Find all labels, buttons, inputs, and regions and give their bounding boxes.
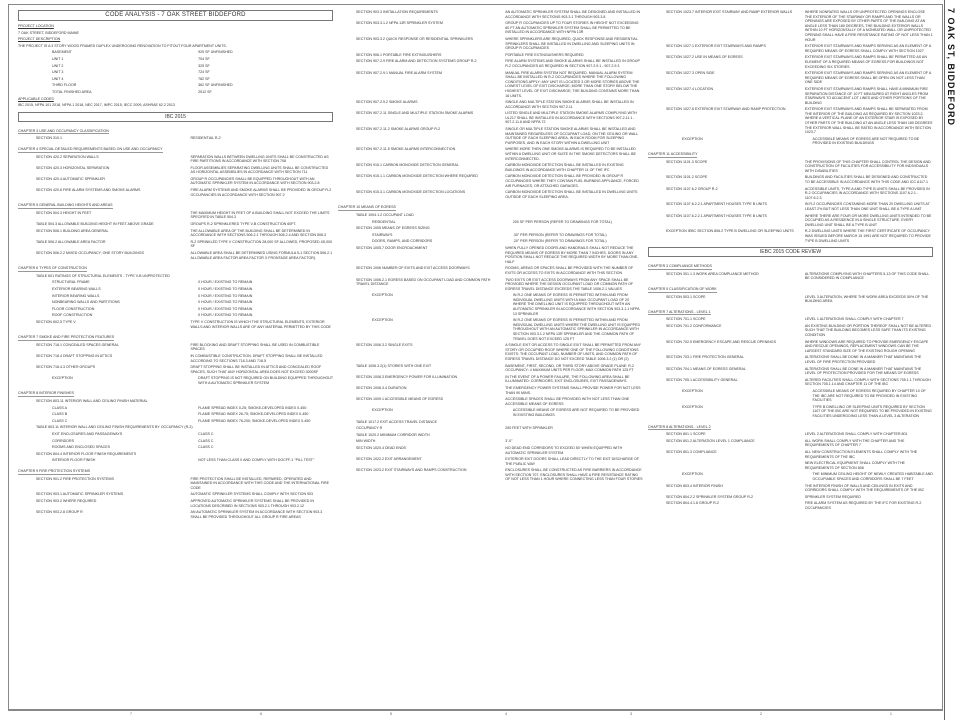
chapter-heading: CHAPTER 11 ACCESSIBILITY bbox=[648, 152, 698, 157]
column-1 bbox=[18, 10, 333, 521]
value-row: UNIT 4 782 SF bbox=[52, 76, 210, 81]
code-row: SECTION 704.1 MEANS OF EGRESS GENERAL ALTERATIONS SHALL BE DONE IN A MANNER THAT MAINTAINS THE LEVEL OF PROTECTION PROVIDED FOR THE MEANS OF EGRESS bbox=[666, 366, 922, 376]
value-row: NONBEARING WALLS AND PARTITIONS 0 HOUR / EXISTING TO REMAIN bbox=[52, 300, 253, 305]
chapter-heading: CHAPTER 7 SMOKE AND FIRE PROTECTION FEATURES bbox=[18, 335, 115, 340]
chapter-heading: CHAPTER 8 ALTERATIONS - LEVEL 2 bbox=[648, 424, 711, 429]
code-row: SECTION 803.4 INTERIOR FINISH THE INTERIOR FINISH OF WALLS AND CEILINGS IN EXITS AND CORRIDORS SHALL COMPLY WITH THE REQUIREMENTS OF THE IBC bbox=[666, 483, 925, 493]
grid-tick: 5 bbox=[390, 712, 392, 716]
code-row: SECTION 1027.2 USE IN MEANS OF EGRESS EXTERIOR EXIT STAIRWAYS AND RAMPS SHALL BE PERMITTED AS AN ELEMENT OF A REQUIRED MEANS OF EGRESS FOR BUILDINGS NOT EXCEEDING SIX STORIES bbox=[666, 55, 927, 69]
applicable-codes: IBC 2015, NFPA 101 2018, NFPA 1 2018, NEC 2017, IMPC 2015, IECC 2009, ASHRAE 62.2 2013 bbox=[18, 103, 175, 108]
value-row: FLOOR CONSTRUCTION 0 HOUR / EXISTING TO REMAIN bbox=[52, 306, 253, 311]
code-row: SECTION 503.1 SCOPE LEVEL 3 ALTERATION, WHERE THE WORK AREA EXCEEDS 50% OF THE BUILDING AREA bbox=[666, 294, 929, 304]
code-row: EXCEPTION IEBC SECTION 806.2 TYPE B DWELLING OR SLEEPING UNITS R-2 DWELLING UNITS WHERE THE FIRST CERTIFICATE OF OCCUPANCY WAS ISSUED BEFORE MARCH 15 1991 ARE NOT REQUIRED TO PROVIDE TYPE B DWELLING UNITS bbox=[666, 229, 931, 243]
level2-section-list bbox=[648, 432, 933, 510]
code-row: SECTION 801.2 ALTERATION LEVEL 1 COMPLIANCE ALL WORK SHALL COMPLY WITH THE CHAPTER AND THE REQUIREMENTS OF CHAPTER 7 bbox=[666, 438, 905, 448]
code-row: SECTION 907.2.11.5 SMOKE ALARMS INTERCONNECTION WHERE MORE THEN ONE SMOKE ALARMS IS REQUIRED TO BE INSTALLED WITHIN A DWELLING UNIT OR SUITE IN THE SMOKE DETECTORS SHALL BE INTERCONNECTED. bbox=[356, 147, 636, 161]
table-heading: TABLE 1004.1.2 OCCUPANT LOAD bbox=[356, 212, 414, 217]
project-description: THE PROJECT IS A 3 STORY WOOD FRAMED DUPLEX UNDERGOING RENOVATION TO FITOUT FOUR APARTMENT UNITS. bbox=[18, 43, 227, 48]
code-row: EXCEPTION ACCESSIBLE MEANS OF EGRESS ARE NOT REQUIRED TO BE PROVIDED IN EXISTING BUILDINGS bbox=[682, 136, 920, 146]
code-row: EXCEPTION TYPE B DWELLING OR SLEEPING UNITS REQUIRED BY SECTION 1107 OF THE IBC ARE NOT REQUIRED TO BE PROVIDED IN EXISTING FACILITIES UNDERGOING LESS THAN A LEVEL 3 ALTERATION bbox=[682, 404, 932, 418]
code-row: EXCEPTION THE MINIMUM CEILING HEIGHT OF NEWLY CREATED HABITABLE AND OCCUPIABLE SPACES AND CORRIDORS SHALL BE 7 FEET bbox=[682, 472, 933, 481]
code-row: SECTION 602.5 TYPE V TYPE V CONSTRUCTION IS WHICH THE STRUCTURAL ELEMENTS, EXTERIOR WALLS AND INTERIOR WALLS ARE OF ANY MATERIAL PERMITTED BY THIS CODE bbox=[36, 319, 331, 329]
chapter-heading: CHAPTER 3 USE AND OCCUPANCY CLASSIFICATION bbox=[18, 128, 109, 133]
egress-section-list bbox=[338, 246, 643, 482]
code-row: SECTION 906.1 PORTABLE FIRE EXTINGUISHERS PORTABLE FIRE EXTINGUISHERS REQUIRED bbox=[356, 52, 584, 57]
code-row: SECTION 718.4 DRAFT STOPPING IN ATTICS IN COMBUSTIBLE CONSTRUCTION, DRAFT STOPPING SHALL BE INSTALLED ACCORDING TO SECTIONS 718.3 AND 718.5 bbox=[36, 353, 323, 363]
side-title: 7 OAK ST, BIDDEFORD bbox=[946, 8, 956, 127]
code-row: SECTION 506.2.2 MIXED OCCUPANCY, ONE STORY BUILDINGS ALLOWABLE AREA SHALL BE DETERMINED USING FORMULA 5-1 SECTION 506.2.1 ALLOWABLE AREA FACTOR AREA FACTOR X FRONTAGE AREA FACTOR). bbox=[36, 251, 333, 260]
code-row: SECTION 718.1 CONCEALED SPACES GENERAL FIRE BLOCKING AND DRAFT STOPPING SHALL BE USED IN COMBUSTIBLE SPACES bbox=[36, 342, 320, 352]
value-row: EXIT ENCLOSURES AND PASSAGEWAYS CLASS C bbox=[52, 432, 214, 437]
code-row: TABLE 1006.3.2(1) STORIES WITH ONE EXIT BASEMENT, FIRST, SECOND, OR THIRD STORY ABOVE GRADE PLANE: R-2 OCCUPANCY: 4 MAXIMUM UNITS PER FLOOR, MAX COMMON PATH 125 FT bbox=[356, 363, 634, 373]
code-row: SECTION 804.4.1.6 GROUP R-2 FIRE ALARM SYSTEM AS REQUIRED BY THE IFC FOR EXISTING R-2 OCCUPANCIES bbox=[666, 501, 922, 510]
code-row: SECTION 1027.3 OPEN SIDE EXTERIOR EXIT STAIRWAYS AND RAMPS SERVING AS AN ELEMENT OF A REQUIRED MEANS OF EGRESS SHALL BE OPEN ON NOT LESS THAN ONE SIDE bbox=[666, 71, 932, 85]
code-row: SECTION 1023.7 INTERIOR EXIT STAIRWAY AND RAMP EXTERIOR WALLS WHERE NONRATED WALLS OR UNPROTECTED OPENINGS ENCLOSE THE EXTERIOR OF THE STAIRWAY OR RAMPS AND THE WALLS OR OPENINGS ARE EXPOSED BY OTHER PARTS OF THE BUILDING AT AN ANGLE LESS THAN 180 DEGREES, THE BUILDING EXTERIOR WALLS WITHIN 10 FT HORIZONTALLY OF A NONRATED WALL OR UNPROTECTED OPENING SHALL HAVE A FIRE RESISTANCE RATING OF NOT LESS THAN 1 HOUR bbox=[666, 10, 933, 42]
code-row: SECTION 506.1 BUILDING AREA GENERAL THE ALLOWABLE AREA OF THE BUILDING SHALL BE DETERMINED IN ACCORDANCE WITH SECTIONS 506.2.1 THROUGH 506.2.4 AND SECTION 506.3 bbox=[36, 228, 326, 238]
code-row: TABLE 1017.2 EXIT ACCESS TRAVEL DISTANCE bbox=[356, 419, 438, 424]
applicable-codes-label: APPLICABLE CODES bbox=[18, 96, 54, 101]
value-row: ROOMS AND ENCLOSED SPACES CLASS C bbox=[52, 445, 214, 450]
code-row: SECTION 907.2.11.2 SMOKE ALARMS GROUP R-2 SINGLE OR MULTIPLE STATION SMOKE ALARMS SHALL BE INSTALLED AND MAINTAINED REGARDLESS OF OCCUPANT LOAD, ON THE CEILING OR WALL OUTSIDE OF EACH SLEEPING AREA, IN EACH ROOM FOR SLEEPING PURPOSES, AND IN EACH STORY WITHIN A DWELLING UNIT bbox=[356, 127, 639, 145]
code-row: SECTION 718.4.3 OTHER GROUPS DRAFT STOPPING SHALL BE INSTALLED IN ATTICS AND CONCEALED ROOF SPACES, SUCH THAT ANY HORIZONTAL AREA DOES NOT EXCEED 3000SF bbox=[36, 365, 322, 374]
value-row: BASEMENT 925 SF UNFINISHED bbox=[52, 50, 233, 55]
grid-tick: 1 bbox=[890, 712, 892, 716]
code-row: TABLE 1020.2 MINIMUM CORRIDOR WIDTH bbox=[356, 432, 430, 437]
code-row: SECTION 915.1 CARBON MONOXIDE DETECTION GENERAL CARBON MONOXIDE DETECTION SHALL BE INSTALLED IN EXISTING BUILDINGS IN ACCORDANCE WITH CHAPTER 11 OF THE IFC bbox=[356, 163, 624, 172]
code-row: INTERIOR FLOOR FINISH NOT LESS THAN CLASS II AND COMPLY WITH DOCFF-1 "PILL TEST" bbox=[52, 458, 315, 463]
code-row: SECTION 703.1 FIRE PROTECTION GENERAL ALTERATIONS SHALL BE DONE IN A MANNER THAT MAINTAINS THE LEVEL OF FIRE PROTECTION PROVIDED bbox=[666, 355, 922, 365]
code-row: SECTION 1027.6 EXTERIOR EXIT STAIRWAY AND RAMP PROTECTION EXTERIOR EXIT STAIRWAYS AND RAMPS SHALL BE SEPARATED FROM THE INTERIOR OF THE BUILDING AS REQUIRED BY SECTION 1023.2. WHERE A VERTICAL PLANE OF AN EXTERIOR STAIR IS EXPOSED BY OTHER PARTS OF THE BUILDING AT AN ANGLE LESS THAN 180 DEGREES THE EXTERIOR WALL SHALL BE RATED IN ACCORDANCE WITH SECTION 1023.7 bbox=[666, 107, 933, 135]
table-heading: SECTION 1005 MEANS OF EGRESS SIZING bbox=[356, 226, 430, 231]
column-2 bbox=[338, 10, 643, 484]
classification-section-list bbox=[648, 295, 933, 304]
code-row: SECTION 903.1 AUTOMATIC SPRINKLER SYSTEMS AUTOMATIC SPRINKLER SYSTEMS SHALL COMPLY WITH SECTION 903 bbox=[36, 492, 314, 497]
sheet-title: CODE ANALYSIS - 7 OAK STREET BIDDEFORD bbox=[18, 10, 333, 21]
chapter-heading: CHAPTER 5 GENERAL BUILDING HEIGHTS AND AREAS bbox=[18, 203, 113, 208]
code-row: SECTION 801.3 COMPLIANCE ALL NEW CONSTRUCTION ELEMENTS SHALL COMPLY WITH THE REQUIREMENTS OF THE IBC bbox=[666, 449, 918, 459]
accessibility-section-list bbox=[648, 160, 933, 244]
value-row: STRUCTURAL FRAME 0 HOUR / EXISTING TO REMAIN bbox=[52, 280, 253, 285]
value-row: UNIT 2 325 SF bbox=[52, 63, 210, 68]
code-row: SECTION 801.1 SCOPE LEVEL 2 ALTERATIONS SHALL COMPLY WITH CHAPTER 801 bbox=[666, 432, 908, 437]
chapter-heading: CHAPTER 3 COMPLIANCE METHODS bbox=[648, 264, 712, 269]
value-row: ROOF CONSTRUCTION 0 HOUR / EXISTING TO REMAIN bbox=[52, 313, 253, 318]
code-row: SECTION 907.2.11 SINGLE AND MULTIPLE STATION SMOKE ALARMS LISTED SINGLE AND MULTIPLE STATION SMOKE ALARMS COMPLYING WITH UL217 SHALL BE INSTALLED IN ACCORDANCE WITH SECTIONS 907.2.11.1 - 907.2.11.6 AND NFPA 72 bbox=[356, 111, 637, 125]
value-row: CLASS C FLAME SPREAD INDEX 76-200; SMOKE-DEVELOPED INDEX 0-450 bbox=[52, 418, 311, 423]
value-row: TOTAL FINISHED AREA 2512 SF bbox=[52, 89, 212, 94]
grid-tick: 4 bbox=[505, 712, 507, 716]
chapter-heading: CHAPTER 5 CLASSIFICATION OF WORK bbox=[648, 286, 717, 291]
project-location-label: PROJECT LOCATION bbox=[18, 24, 54, 28]
value-row: CLASS A FLAME SPREAD INDEX 0-25; SMOKE-DEVELOPED INDEX 0-450 bbox=[52, 405, 307, 410]
value-row: INTERIOR BEARING WALLS 0 HOUR / EXISTING TO REMAIN bbox=[52, 293, 253, 298]
code-row: SECTION 1009.1 ACCESSIBLE MEANS OF EGRESS ACCESSIBLE SPACES SHALL BE PROVIDED WITH NOT LESS THAN ONE ACCESSIBLE MEANS OF EGRESS bbox=[356, 397, 630, 406]
table-heading: TABLE 803.11 INTERIOR WALL AND CEILING FINISH REQUIREMENTS BY OCCUPANCY (R-2) bbox=[36, 425, 193, 430]
section-heading: SECTION 804.4 INTERIOR FLOOR FINISH REQUIREMENTS bbox=[36, 451, 137, 456]
code-row: SECTION 420.6 FIRE ALARM SYSTEMS AND SMOKE ALARMS FIRE ALARM SYSTEMS AND SMOKE ALARMS SHALL BE PROVIDED IN GROUP R-2 OCCUPANCIES IN ACCORDANCE WITH SECTION 907.2 bbox=[36, 188, 332, 197]
code-row: SECTION 1023.2 EXIT STAIRWAYS AND RAMPS CONSTRUCTION ENCLOSURES SHALL BE CONSTRUCTED AS FIRE BARRIERS IN ACCORDANCE WITH SECTION 707. ENCLOSURES SHALL HAVE A FIRE RESISTANCE RATING OF NOT LESS THAN 1 HOUR WHERE CONNECTING LESS THAN FOUR STORIES bbox=[356, 468, 643, 482]
code-row: EXCEPTION IN R-2 ONE MEANS OF EGRESS IS PERMITTED WITHIN AND FROM INDIVIDUAL DWELLING UNITS WITH A MAX OCCUPANT LOAD OF 20 WHERE THE DWELLING UNIT IS EQUIPPED THROUGHOUT WITH AN AUTOMATIC SPRINKLER IN ACCORDANCE WITH SECTION 903.3.1.1 NFPA 13 SPRINKLER bbox=[372, 293, 640, 316]
chapter-heading: CHAPTER 9 FIRE PROTECTION SYSTEMS bbox=[18, 469, 91, 473]
code-row: SECTION 1008.3 EMERGENCY POWER FOR ILLUMINATION IN THE EVENT OF A POWER FAILURE, THE FOLLOWING AREA SHALL BE ILLUMINATED: CORRIDORS, EXIT ENCLOSURES, EXIT PASSAGEWAYS. bbox=[356, 374, 630, 384]
code-row: SECTION 907.2.9 FIRE ALARM AND DETECTION SYSTEMS GROUP R-2 FIRE ALARM SYSTEMS AND SMOKE ALARMS SHALL BE INSTALLED IN GROUP R-2 OCCUPANCIES AS REQUIRED IN SECTION 907.2.9.1 - 907.2.9.3 bbox=[356, 59, 640, 68]
code-row: SECTION 903.3.2 QUICK RESPONSE OR RESIDENTIAL SPRINKLERS WHERE SPRINKLERS ARE REQUIRED, QUICK RESPONSE AND RESIDENTIAL SPRINKLERS SHALL BE INSTALLED IN DWELLING AND SLEEPING UNITS IN GROUP R OCCUPANCIES bbox=[356, 36, 638, 51]
finish-requirement-list bbox=[18, 432, 333, 450]
code-row: SECTION 1101.3 SCOPE THE PROVISIONS OF THIS CHAPTER SHALL CONTROL THE DESIGN AND CONSTRUCTION OF FACILITIES FOR ACCESSIBILITY FOR INDIVIDUALS WITH DISABILITIES bbox=[666, 159, 931, 173]
code-row: SECTION 1020.4 DEAD ENDS NO DEAD END CORRIDORS TO EXCEED 50' WHEN EQUIPPED WITH AUTOMATIC SPRINKLER SYSTEM bbox=[356, 445, 623, 455]
code-row: SECTION 420.2 SEPARATION WALLS SEPARATION WALLS BETWEEN DWELLING UNITS SHALL BE CONSTRUCTED AS FIRE PARTITIONS IN ACCORDANCE WITH SECTION 708 bbox=[36, 154, 329, 164]
code-row: EXCEPTION IN R-2 ONE MEANS OF EGRESS IS PERMITTED WITHIN AND FROM INDIVIDUAL DWELLING UNITS WHERE THE DWELLING UNIT IS EQUIPPED THROUGHOUT WITH AN AUTOMATIC SPRINKLER IN ACCORDANCE WITH SECTION 903.3.1.2 NFPA 13R SPRINKLER AND THE COMMON PATH OF TRAVEL DOES NOT EXCEED 125 FT bbox=[372, 318, 641, 341]
code-row: SECTION 310.1 RESIDENTIAL R-2 bbox=[36, 136, 221, 141]
code-row: SECTION 907.2.9.2 SMOKE ALARMS SINGLE AND MULTIPLE STATION SMOKE ALARMS SHALL BE INSTALLED IN ACCORDANCE WITH SECTION 907.2.11 bbox=[356, 100, 634, 109]
code-row: SECTION 701.2 CONFORMANCE AN EXISTING BUILDING OR PORTION THEREOF SHALL NOT BE ALTERED SUCH THAT THE BUILDING BECOMES LESS SAFE THAN ITS EXISTING CONDITION bbox=[666, 323, 932, 338]
code-row: SECTION 1107.6.2.2.1 APARTMENT HOUSES TYPE B UNITS IN R-2 OCCUPANCIES CONTAINING MORE THAN 20 DWELLING UNITS AT LEAST 2% BUT NOT LESS THAN ONE UNIT SHALL BE A TYPE A UNIT bbox=[666, 202, 930, 211]
code-row: DOORS, RAMPS, AND CORRIDORS .20" PER PERSON (REFER TO DRAWINGS FOR TOTAL) bbox=[372, 239, 607, 244]
value-row: UNIT 3 724 SF bbox=[52, 70, 210, 75]
code-row: SECTION 420.4 AUTOMATIC SPRINKLER GROUP R OCCUPANCIES SHALL BE EQUIPPED THROUGHOUT WITH AN AUTOMATIC SPRINKLER SYSTEM IN ACCORDANCE WITH SECTION 903.2.8 bbox=[36, 176, 320, 186]
chapter-heading: CHAPTER 6 TYPES OF CONSTRUCTION bbox=[18, 266, 87, 271]
chapter-heading: CHAPTER 7 ALTERATIONS - LEVEL 1 bbox=[648, 309, 711, 314]
code-row: SECTION 705.1 ACCESSIBILITY GENERAL ALTERED FACILITIES SHALL COMPLY WITH SECTIONS 705.1.1 THROUGH SECTION 705.1.14 AND CHAPTER 11 OF THE IBC bbox=[666, 377, 931, 387]
chapter-heading: CHAPTER 4 SPECIAL DETAILED REQUIREMENTS BASED ON USE AND OCCUPANCY bbox=[18, 146, 163, 151]
code-row: SECTION 301.1.3 WORK AREA COMPLIANCE METHOD ALTERATIONS COMPLYING WITH CHAPTERS 5-13 OF THIS CODE SHALL BE CONSIDERED IN COMPLIANCE bbox=[666, 271, 930, 281]
code-row: SECTION 504.3 HEIGHT IN FEET THE MAXIMUM HEIGHT IN FEET OF A BUILDING SHALL NOT EXCEED THE LIMITS SPECIFIED IN TABLE 504.3 bbox=[36, 210, 330, 220]
grid-tick: 7 bbox=[130, 712, 132, 716]
code-row: MIN WIDTH 3'-0" bbox=[356, 439, 513, 444]
code-row: STAIRWAYS .30" PER PERSON (REFER TO DRAWINGS FOR TOTAL) bbox=[372, 232, 607, 237]
code-row: SECTION 1022.2 EXIT ARRANGEMENT EXTERIOR EXIT DOORS SHALL LEAD DIRECTLY TO THE EXIT DISCHARGE OF THE PUBLIC WAY bbox=[356, 457, 640, 466]
section-heading: SECTION 803.11 INTERIOR WALL AND CEILING FINISH MATERIAL bbox=[36, 399, 148, 404]
code-row: SECTION 903.2 WHERE REQUIRED APPROVED AUTOMATIC SPRINKLER SYSTEMS SHALL BE PROVIDED IN LOCATIONS DESCRIBED IN SECTIONS 903.2.1 THROUGH 903.2.12 bbox=[36, 498, 314, 508]
grid-tick: 3 bbox=[630, 712, 632, 716]
code-row: SECTION 903.3 INSTALLATION REQUIREMENTS AN AUTOMATIC SPRINKLER SYSTEM SHALL BE DESIGNED AND INSTALLED IN ACCORDANCE WITH SECTIONS 903.3.1 THROUGH 903.3.8 bbox=[356, 10, 641, 19]
code-row: EXCEPTION DRAFT STOPPING IS NOT REQUIRED ON BUILDING EQUIPPED THROUGHOUT WITH A AUTOMATIC SPRINKLER SYSTEM bbox=[52, 376, 333, 385]
code-row: SECTION 702.5 EMERGENCY ESCAPE AND RESCUE OPENINGS WHERE WINDOWS ARE REQUIRED TO PROVIDE EMERGENCY ESCAPE AND RESCUE OPENINGS, REPLACEMENT WINDOWS CAN BE THE LARGEST STANDARD SIZE OF THE EXISTING ROUGH OPENING bbox=[666, 339, 929, 353]
code-row: SECTION 1027.1 EXTERIOR EXIT STAIRWAYS AND RAMPS EXTERIOR EXIT STAIRWAYS AND RAMPS SERVING AS AN ELEMENT OF A REQUIRED MEANS OF EGRESS SHALL COMPLY WITH SECTION 1027 bbox=[666, 44, 932, 53]
code-row: OCCUPANCY R 250 FEET WITH SPRINKLER bbox=[356, 426, 553, 431]
value-row: UNIT 1 704 SF bbox=[52, 56, 210, 61]
ibc-section-title: IBC 2015 bbox=[18, 112, 333, 122]
value-row: CORRIDORS CLASS C bbox=[52, 438, 214, 443]
code-row: SECTION 804.2.2 SPRINKLER SYSTEM GROUP R-2 SPRINKLER SYSTEM REQUIRED bbox=[666, 494, 861, 499]
code-row: SECTION 915.3.1 CARBON MONOXIDE DETECTION LOCATIONS CARBON MONOXIDE DETECTION SHALL BE INSTALLED IN DWELLING UNITS OUTSIDE OF EACH SLEEPING AREA. bbox=[356, 190, 638, 199]
code-row: TABLE 504.3 ALLOWABLE BUILDING HEIGHT IN FEET ABOVE GRADE GROUPS R-2 SPRINKLERED TYPE V-B CONSTRUCTION 60FT. bbox=[36, 222, 297, 227]
compliance-section-list bbox=[648, 272, 933, 281]
value-row: CLASS B FLAME SPREAD INDEX 26-75; SMOKE-DEVELOPED INDEX 0-450 bbox=[52, 412, 309, 417]
level1-section-list bbox=[648, 317, 933, 418]
code-row: SECTION 1107.6.2 GROUP R-2 ACCESSIBLE UNITS, TYPE A AND TYPE B UNITS SHALL BE PROVIDED IN R-2 OCCUPANCIES IN ACCORDANCE WITH SECTIONS 1107.6.2.1 - 1107.6.2.3 bbox=[666, 186, 930, 200]
finish-class-list bbox=[18, 406, 333, 424]
code-row: SECTION 901.2 FIRE PROTECTION SYSTEMS FIRE PROTECTION SHALL BE INSTALLED, REPAIRED, OPERATED AND MAINTAINED IN ACCORDANCE WITH THIS CODE AND THE INTERNATIONAL FIRE CODE bbox=[36, 476, 330, 490]
code-row: SECTION 1006.3.2 SINGLE EXITS A SINGLE EXIT OR ACCESS TO SINGLE EXIT SHALL BE PERMITTED FROM ANY STORY OR OCCUPIED ROOF WHERE ONE OF THE FOLLOWING CONDITIONS EXISTS: THE OCCUPANT LOAD, NUMBER OF UNITS, AND COMMON PATH OF EGRESS TRAVEL DISTANCE DO NOT EXCEED TABLE 1006.3.2 (1) OR (2) bbox=[356, 343, 641, 361]
structural-elements-list bbox=[18, 280, 333, 318]
code-row: SECTION 1107.6.2.2.1 APARTMENT HOUSES TYPE B UNITS WHERE THERE ARE FOUR OR MORE DWELLING UNITS INTENDED TO BE OCCUPIED AS A RESIDENCE IN A SINGLE STRUCTURE, EVERY DWELLING UNIT SHALL BE A TYPE B UNIT bbox=[666, 213, 932, 227]
code-row: RESIDENTIAL 200 SF PER PERSON (REFER TO DRAWINGS FOR TOTAL) bbox=[372, 219, 612, 224]
project-location: 7 OAK STREET, BIDDEFORD MAINE bbox=[18, 30, 79, 35]
code-row: SECTION 701.1 SCOPE LEVEL 1 ALTERATIONS SHALL COMPLY WITH CHAPTER 7 bbox=[666, 317, 904, 322]
column-3 bbox=[648, 10, 933, 512]
grid-tick: 6 bbox=[260, 712, 262, 716]
grid-tick: 2 bbox=[760, 712, 762, 716]
code-row: SECTION 915.1.1 CARBON MONOXIDE DETECTION WHERE REQUIRED CARBON MONOXIDE DETECTION SHALL BE PROVIDED IN GROUP R OCCUPANCIES WHERE THEY CONTAIN FUEL BURNING APPLIANCE, FORCED AIR FURNACES, OR ATTACHED GARAGES. bbox=[356, 174, 639, 188]
code-row: EXCEPTION ACCESSIBLE MEANS OF EGRESS REQUIRED BY CHAPTER 10 OF THE IBC ARE NOT REQUIRED TO BE PROVIDED IN EXISTING FACILITIES bbox=[682, 389, 926, 403]
chapter-heading: CHAPTER 10 MEANS OF EGRESS bbox=[338, 205, 396, 210]
iebc-section-title: IEBC 2015 CODE REVIEW bbox=[648, 247, 933, 257]
code-row: SECTION 420.3 HORIZONTAL SEPARATION FLOOR ASSEMBLIES SEPARATING DWELLING UNITS SHALL BE CONSTRUCTED AS HORIZONTAL ASSEMBLIES IN ACCORDANCE WITH SECTION 711 bbox=[36, 165, 329, 175]
code-row: TABLE 506.2 ALLOWABLE AREA FACTOR R-2 SPRINKLED TYPE V CONSTRUCTION 28,000 SF ALLOWED, PROPOSED 4D,000 SF bbox=[36, 239, 333, 249]
code-row: SECTION 903.2.8 GROUP R AN AUTOMATIC SPRINKLER SYSTEM IN ACCORDANCE WITH SECTION 903.3 SHALL BE PROVIDED THROUGHOUT ALL GROUP R FIRE AREAS bbox=[36, 510, 323, 519]
code-row: SECTION 1027.4 LOCATION EXTERIOR EXIT STAIRWAYS AND RAMPS SHALL HAVE A MINIMUM FIRE SEPARATION DISTANCE OF 10 FT MEASURED AT RIGHT ANGLES FROM STAIRWAYS TO ADJACENT LOT LINES AND OTHER PORTIONS OF THE BUILDING bbox=[666, 86, 929, 105]
code-row: SECTION 1008.3.4 DURATION THE EMERGENCY POWER SYSTEMS SHALL PROVIDE POWER FOR NOT LESS THAN 90 MINS. bbox=[356, 385, 641, 395]
value-row: EXTERIOR BEARING WALLS 0 HOUR / EXISTING TO REMAIN bbox=[52, 286, 253, 291]
chapter-heading: CHAPTER 8 INTERIOR FINISHES bbox=[18, 391, 74, 396]
code-section-list bbox=[648, 10, 933, 146]
project-description-label: PROJECT DESCRIPTION bbox=[18, 37, 61, 42]
code-row: SECTION 1006.2.1 EGRESS BASED ON OCCUPANT LOAD AND COMMON PATH TRAVEL DISTANCE TWO EXITS OR EXIT ACCESS DOORWAYS FROM ANY SPACE SHALL BE PROVIDED WHERE THE DESIGN OCCUPANT LOAD OR COMMON PATH OF EGRESS TRAVEL DISTANCE EXCEEDS THE TABLE 1006.2.1 VALUES bbox=[356, 277, 634, 291]
code-row: SECTION 907.2.9.1 MANUAL FIRE ALARM SYSTEM MANUAL FIRE ALARM SYSTEM NOT REQUIRED. MANUAL ALARM SYSTEM SHALL BE INSTALLED IN R-2 OCCUPANCIES WHERE THE FOLLOWING CONDITIONS APPLY: ANY UNIT IS LOCATED 3 OR MORE STORIES ABOVE THE LOWEST LEVEL OF EXIT DISCHARGE; MORE THAN ONE STORY BELOW THE HIGHEST LEVEL OF EXIT DISCHARGE; THE BUILDING CONTAINS MORE THAN 16 UNITS. bbox=[356, 70, 640, 98]
sheet-bottom-rule bbox=[8, 710, 943, 711]
value-row: THIRD FLOOR 362 SF UNFINISHED bbox=[52, 83, 233, 88]
code-row: SECTION 1005.7 DOOR ENCROACHMENT WHEN FULLY OPENED DOORS AND HANDRAILS SHALL NOT REDUCE THE REQUIRED MEANS OF EGRESS BY MORE THAN 7 INCHES. DOORS IN ANY POSITION SHALL NOT REDUCE THE REQUIRED WIDTH BY MORE THAN ONE-HALF bbox=[356, 245, 639, 264]
code-row: SECTION 1101.2 SCOPE BUILDINGS AND FACILITIES SHALL BE DESIGNED AND CONSTRUCTED TO BE ACCESSIBLE IN ACCORDANCE WITH THIS CODE AND ICC A117.1 bbox=[666, 175, 929, 184]
table-heading: TABLE 601 RATINGS OF STRUCTURAL ELEMENTS - TYPE V-B UNPROTECTED bbox=[36, 273, 170, 278]
area-list bbox=[18, 50, 333, 94]
code-row: SECTION 1006 NUMBER OF EXITS AND EXIT ACCESS DOORWAYS ROOMS, AREAS OR SPACES SHALL BE PROVIDED WITH THE NUMBER OF EXITS OR ACCESS TO EXITS IN ACCORDANCE WITH THIS SECTION bbox=[356, 266, 634, 275]
code-row: NEW ELECTRICAL EQUIPMENT SHALL COMPLY WITH THE REQUIREMENTS OF SECTION 808 bbox=[804, 461, 905, 470]
code-row: SECTION 903.3.1.2 NFPA 13R SPRINKLER SYSTEM GROUP R OCCUPANCIES UP TO FOUR STORIES IN HEIGHT NOT EXCEEDING 60 FT AN AUTOMATIC SPRINKLER SYSTEM SHALL BE PERMITTED TO BE INSTALLED IN ACCORDANCE WITH NFPA 13R bbox=[356, 21, 639, 35]
code-section-list bbox=[338, 10, 643, 199]
code-row: EXCEPTION ACCESSIBLE MEANS OF EGRESS ARE NOT REQUIRED TO BE PROVIDED IN EXISTING BUILDINGS bbox=[372, 408, 640, 417]
